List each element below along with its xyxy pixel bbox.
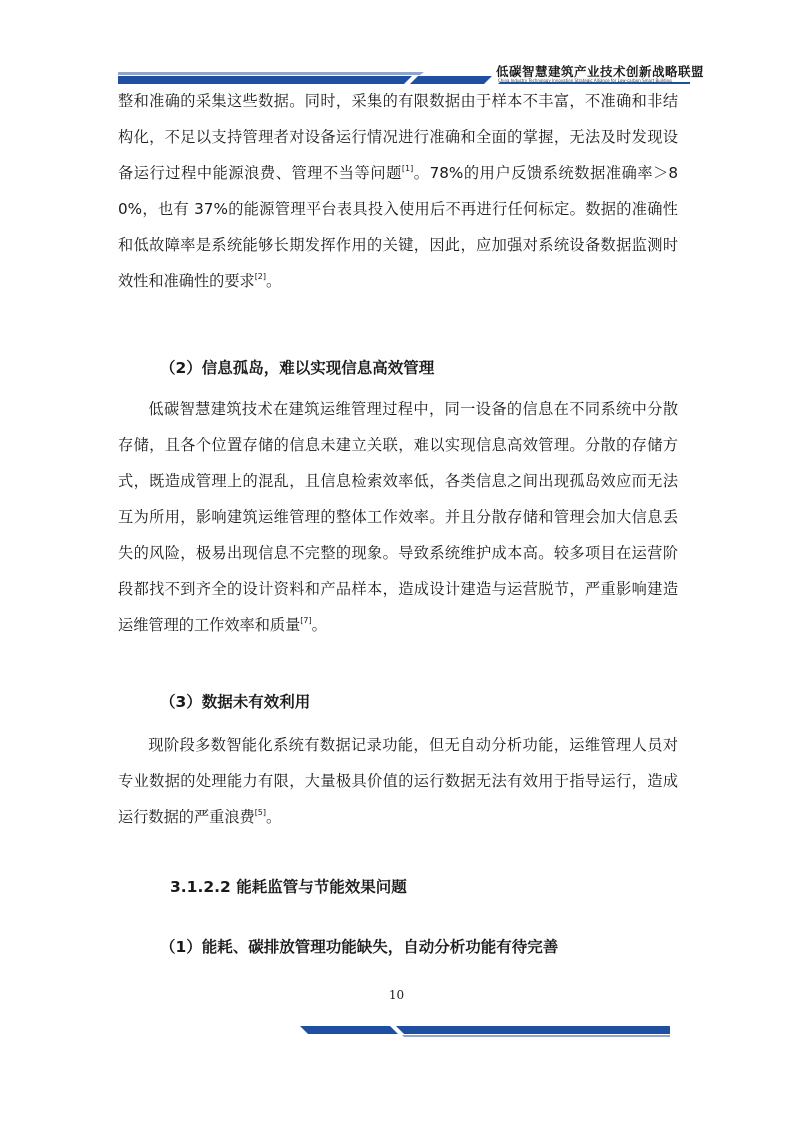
paragraph-text: 整和准确的采集这些数据。同时，采集的有限数据由于样本不丰富，不准确和非结构化，不足以支持管理者对设备运行情况进行准确和全面的掌握，无法及时发现设备运行过程中能源浪费、管理不当等问题 <box>118 92 678 182</box>
header-stripe-thin <box>118 72 424 75</box>
footer-stripe-left <box>300 1026 398 1034</box>
subheading-energy-carbon-management: （1）能耗、碳排放管理功能缺失，自动分析功能有待完善 <box>160 938 559 956</box>
paragraph-text: 。78%的用户反馈系统数据准确率＞80%，也有 37%的能源管理平台表具投入使用后不再进行任何标定。数据的准确性和低故障率是系统能够长期发挥作用的关键，因此，应加强对系统设备数据监测时效性和准确性的要求 <box>118 164 679 290</box>
paragraph-text: 。 <box>266 272 282 290</box>
footer-banner <box>0 1020 793 1040</box>
org-name-english: China Industry Technology Innovation Strategic Alliance for Low-carbon Smart Building <box>498 78 672 83</box>
paragraph-text: 现阶段多数智能化系统有数据记录功能，但无自动分析功能，运维管理人员对专业数据的处理能力有限，大量极具价值的运行数据无法有效用于指导运行，造成运行数据的严重浪费 <box>118 736 678 826</box>
org-name-chinese: 低碳智慧建筑产业技术创新战略联盟 <box>496 64 705 79</box>
paragraph-text: 低碳智慧建筑技术在建筑运维管理过程中，同一设备的信息在不同系统中分散存储，且各个位置存储的信息未建立关联，难以实现信息高效管理。分散的存储方式，既造成管理上的混乱，且信息检索效率低，各类信息之间出现孤岛效应而无法互为所用，影响建筑运维管理的整体工作效率。并且分散存储和管理会加大信息丢失的风险，极易出现信息不完整的现象。导致系统维护成本高。较多项目在运营阶段都找不到齐全的设计资料和产品样本，造成设计建造与运营脱节，严重影响建造运维管理的工作效率和质量 <box>118 400 678 634</box>
section-heading-energy-supervision: 3.1.2.2 能耗监管与节能效果问题 <box>170 878 407 896</box>
citation-ref: [5] <box>254 808 267 817</box>
paragraph-data-accuracy <box>118 83 678 299</box>
paragraph-information-island <box>118 391 678 643</box>
subheading-data-unused: （3）数据未有效利用 <box>160 693 311 711</box>
paragraph-text: 。 <box>311 616 327 634</box>
page-number: 10 <box>388 988 405 1002</box>
citation-ref: [2] <box>254 272 267 281</box>
citation-ref: [7] <box>300 616 312 625</box>
footer-stripe-thin <box>402 1035 670 1037</box>
paragraph-text: 。 <box>266 808 282 826</box>
citation-ref: [1] <box>401 164 414 173</box>
subheading-information-island: （2）信息孤岛，难以实现信息高效管理 <box>160 359 435 377</box>
footer-stripe-main <box>396 1026 670 1034</box>
paragraph-data-unused <box>118 727 678 835</box>
